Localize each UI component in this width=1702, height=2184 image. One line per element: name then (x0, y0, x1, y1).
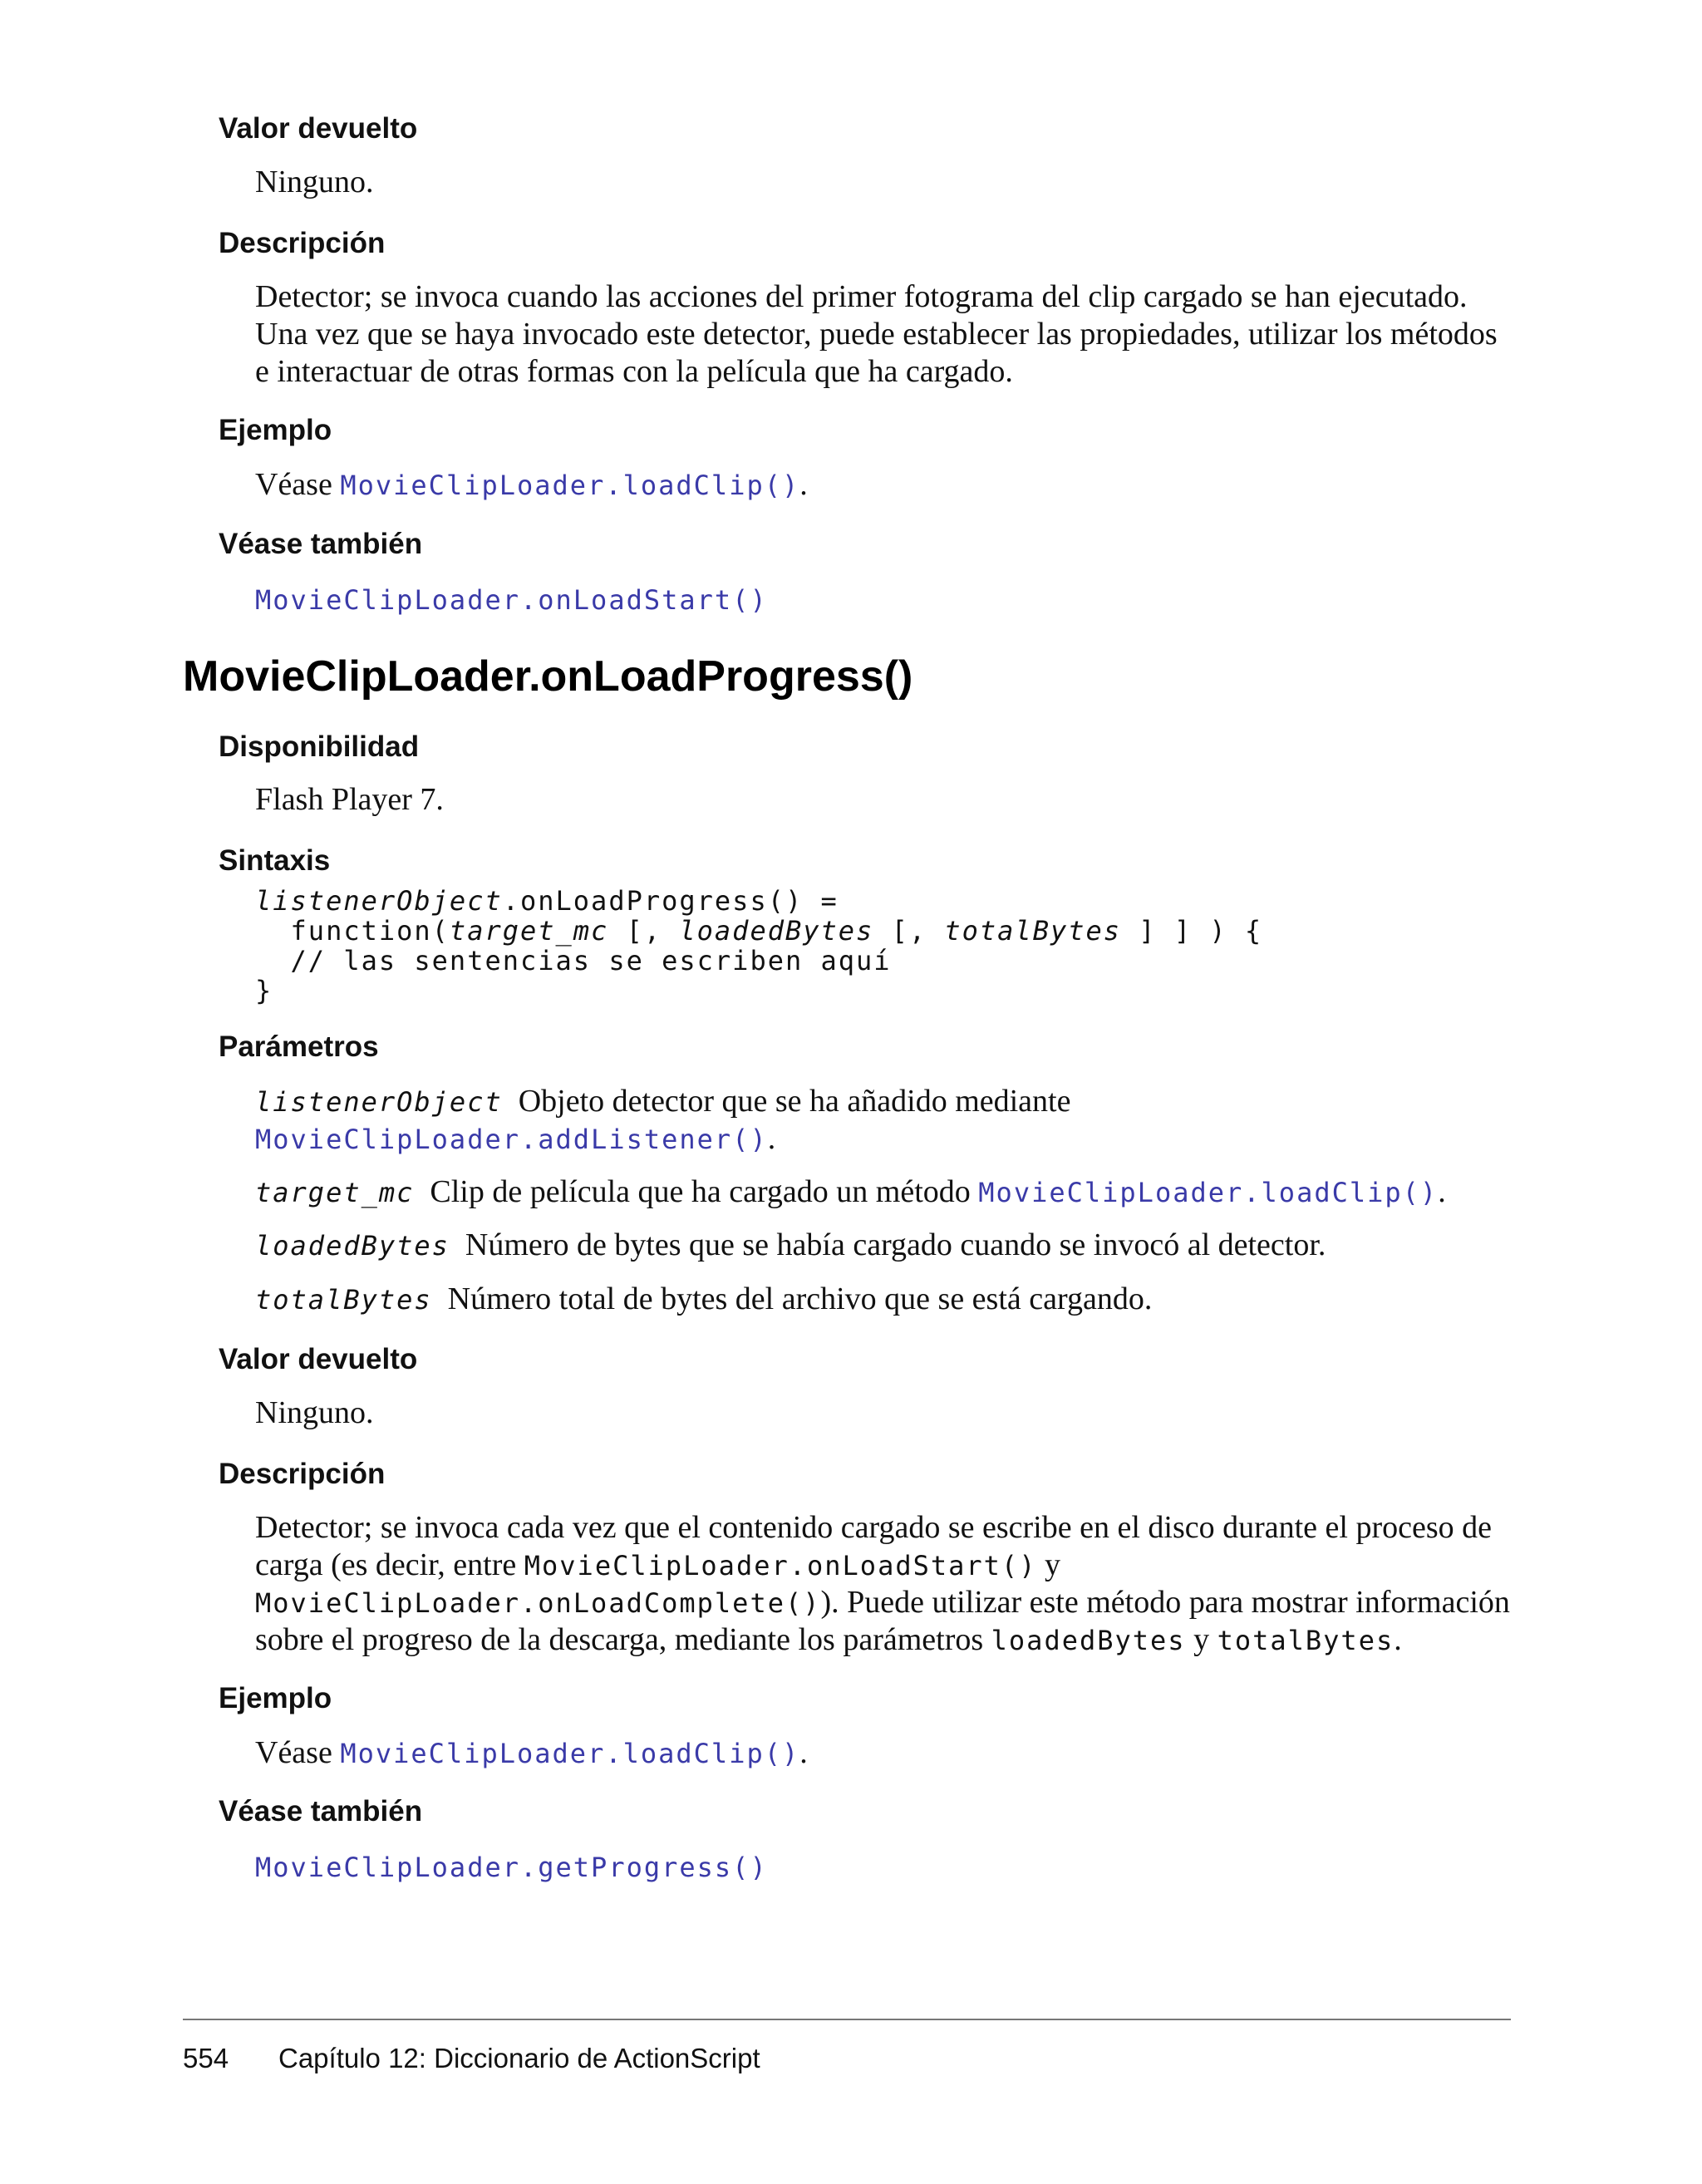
description-line (255, 1621, 1518, 1660)
param-name: target_mc (255, 1177, 415, 1208)
see-also-heading: Véase también (219, 1795, 423, 1827)
availability-heading: Disponibilidad (219, 730, 420, 763)
parameters-heading: Parámetros (219, 1031, 379, 1063)
code-text: [, (608, 915, 680, 947)
example-suffix: . (799, 1735, 808, 1770)
getprogress-link[interactable]: MovieClipLoader.getProgress() (255, 1852, 768, 1883)
code-text: [, (873, 915, 945, 947)
return-value-text: Ninguno. (255, 1395, 374, 1430)
footer-rule (183, 2019, 1511, 2020)
desc-text: sobre el progreso de la descarga, mediante los parámetros (255, 1622, 991, 1657)
desc-code: totalBytes (1217, 1625, 1395, 1656)
see-also-item (255, 1848, 1518, 1886)
example-prefix: Véase (255, 1735, 341, 1770)
loadclip-link[interactable]: MovieClipLoader.loadClip() (340, 470, 800, 501)
description-line (255, 1547, 1518, 1585)
desc-text: y (1036, 1547, 1060, 1582)
description-line: Una vez que se haya invocado este detector, puede establecer las propiedades, utilizar los métodos (255, 317, 1498, 352)
param-name: loadedBytes (255, 1230, 450, 1262)
desc-code: loadedBytes (991, 1625, 1186, 1656)
return-value-heading: Valor devuelto (219, 112, 418, 145)
param-desc: Número total de bytes del archivo que se está cargando. (447, 1281, 1153, 1316)
code-param: target_mc (449, 915, 609, 947)
example-heading: Ejemplo (219, 414, 332, 446)
availability-text: Flash Player 7. (255, 782, 444, 817)
see-also-item (255, 581, 1518, 619)
entry-title: MovieClipLoader.onLoadProgress() (183, 652, 913, 701)
param-name: listenerObject (255, 1086, 503, 1118)
param-desc: Número de bytes que se había cargado cuando se invocó al detector. (465, 1227, 1326, 1262)
syntax-heading: Sintaxis (219, 844, 331, 877)
loadclip-link[interactable]: MovieClipLoader.loadClip() (978, 1177, 1439, 1208)
onloadstart-link[interactable]: MovieClipLoader.onLoadStart() (255, 584, 768, 616)
parameter-item-continued (255, 1120, 1518, 1158)
code-text: .onLoadProgress() = (502, 885, 839, 917)
parameter-item (255, 1227, 1518, 1265)
example-text (255, 1734, 1518, 1773)
desc-code: MovieClipLoader.onLoadStart() (524, 1550, 1037, 1581)
description-heading: Descripción (219, 1458, 386, 1490)
description-heading: Descripción (219, 227, 386, 259)
example-text (255, 466, 1518, 504)
loadclip-link[interactable]: MovieClipLoader.loadClip() (340, 1738, 800, 1769)
code-param: totalBytes (944, 915, 1122, 947)
parameter-item (255, 1173, 1518, 1212)
example-suffix: . (799, 467, 808, 502)
desc-text: . (1394, 1622, 1402, 1657)
code-text: ] ] ) { (1121, 915, 1263, 947)
see-also-heading: Véase también (219, 528, 423, 560)
param-suffix: . (767, 1121, 776, 1156)
description-line (255, 1584, 1518, 1622)
param-suffix: . (1438, 1174, 1446, 1209)
chapter-title: Capítulo 12: Diccionario de ActionScript (278, 2043, 760, 2073)
desc-text: carga (es decir, entre (255, 1547, 524, 1582)
param-name: totalBytes (255, 1284, 432, 1316)
code-listener-object: listenerObject (255, 885, 503, 917)
desc-text: ). Puede utilizar este método para mostrar información (820, 1585, 1510, 1620)
param-desc: Objeto detector que se ha añadido mediante (518, 1084, 1071, 1119)
code-text: } (255, 975, 273, 1006)
addlistener-link[interactable]: MovieClipLoader.addListener() (255, 1124, 768, 1155)
desc-code: MovieClipLoader.onLoadComplete() (255, 1587, 821, 1619)
example-heading: Ejemplo (219, 1682, 332, 1714)
description-line: e interactuar de otras formas con la película que ha cargado. (255, 354, 1013, 389)
code-param: loadedBytes (679, 915, 874, 947)
description-line: Detector; se invoca cada vez que el contenido cargado se escribe en el disco durante el proceso de (255, 1510, 1493, 1545)
code-comment: // las sentencias se escriben aquí (255, 945, 892, 976)
parameter-item (255, 1083, 1518, 1121)
description-line: Detector; se invoca cuando las acciones del primer fotograma del clip cargado se han ejecutado. (255, 279, 1468, 314)
return-value-text: Ninguno. (255, 165, 374, 199)
example-prefix: Véase (255, 467, 341, 502)
desc-text: y (1185, 1622, 1217, 1657)
page-number: 554 (183, 2043, 229, 2073)
code-text: function( (255, 915, 450, 947)
parameter-item (255, 1281, 1518, 1319)
syntax-code-block (255, 886, 1262, 1006)
return-value-heading: Valor devuelto (219, 1343, 418, 1375)
param-desc: Clip de película que ha cargado un método (430, 1174, 979, 1209)
